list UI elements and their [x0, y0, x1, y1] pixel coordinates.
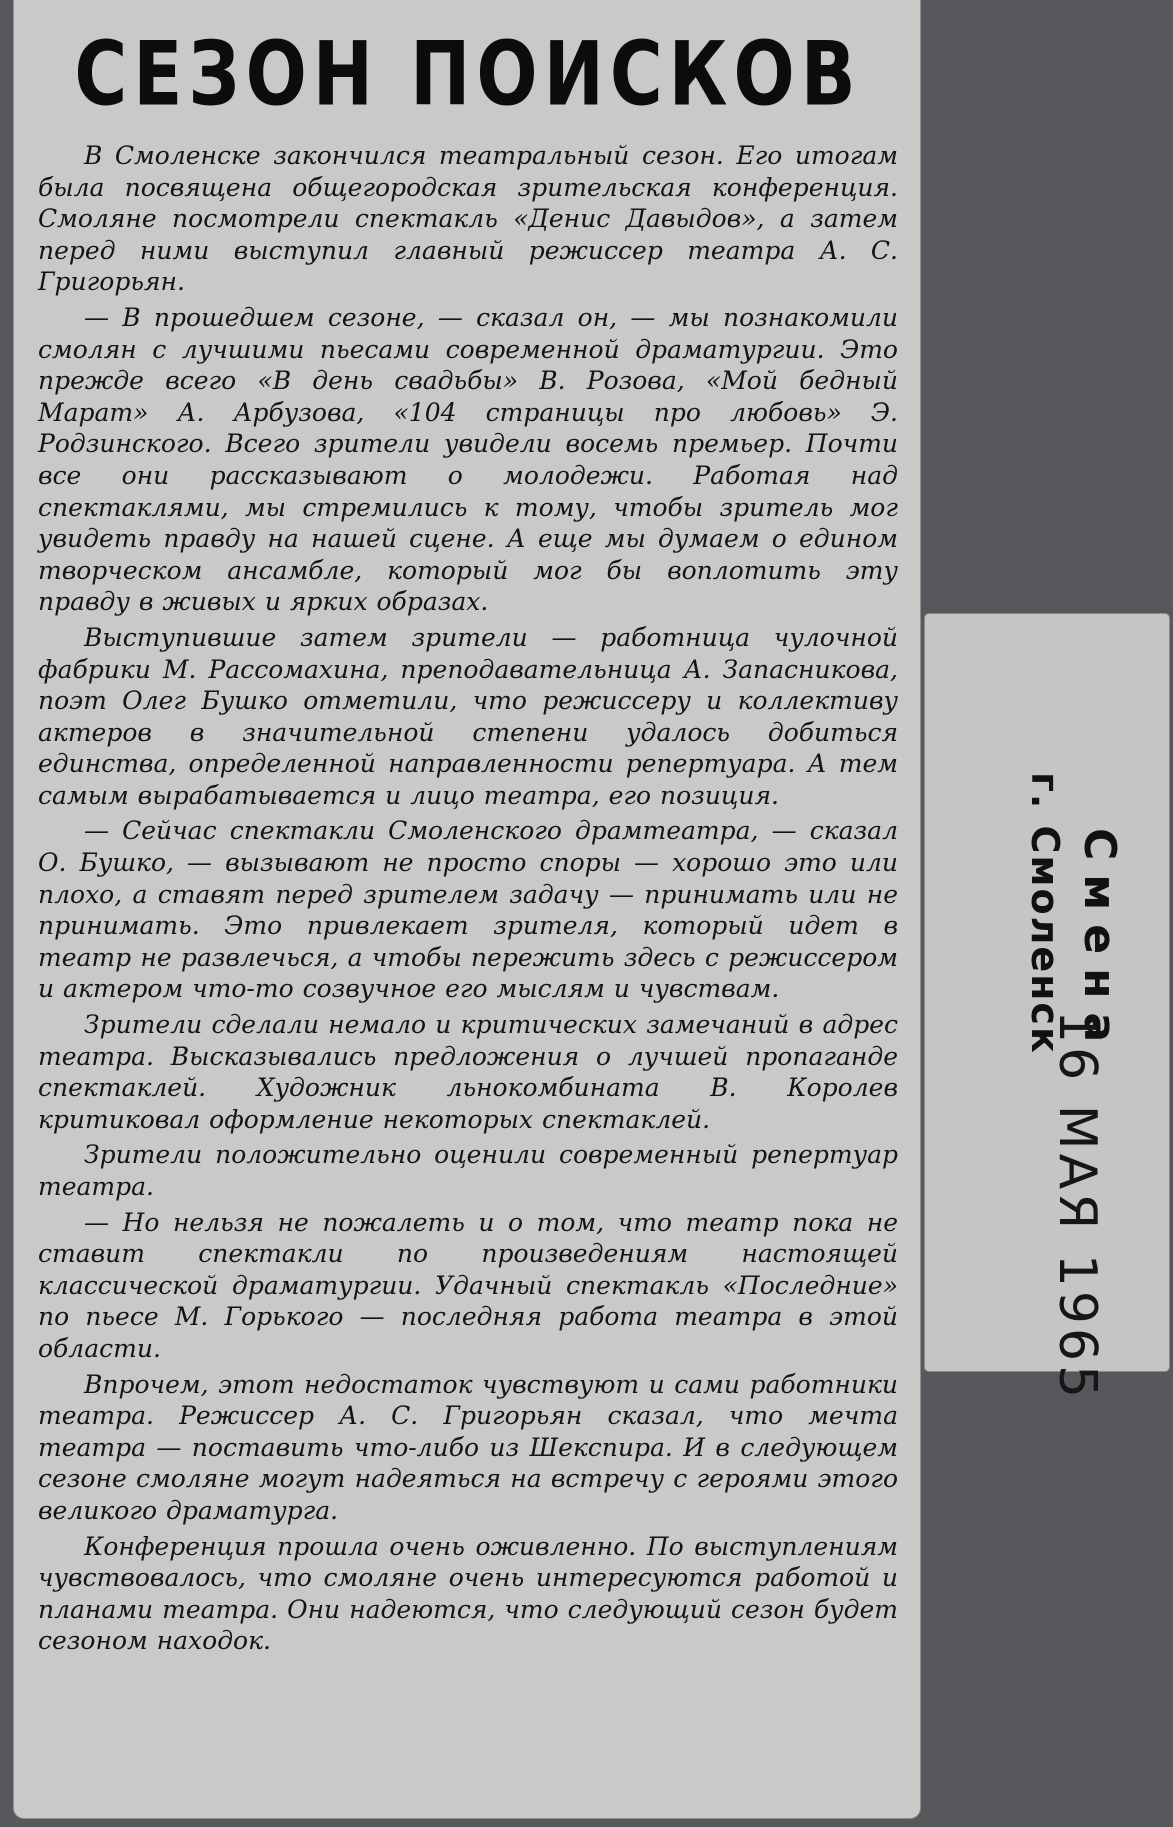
source-label [925, 614, 1169, 1403]
paragraph: Зрители сделали немало и критических замечаний в адрес театра. Высказывались предложения о лучшей пропаганде спектаклей. Художник льнокомбината В. Королев критиковал оформление некоторых спектаклей. [38, 1010, 898, 1134]
paragraph: В Смоленске закончился театральный сезон. Его итогам была посвящена общегородская зрительская конференция. Смоляне посмотрели спектакль «Денис Давыдов», а затем перед ними выступил главный режиссер театра А. С. Григорьян. [38, 141, 898, 297]
paragraph: Конференция прошла очень оживленно. По выступлениям чувствовалось, что смоляне очень интересуются работой и планами театра. Они надеются, что следующий сезон будет сезоном находок. [38, 1531, 898, 1656]
paragraph: — В прошедшем сезоне, — сказал он, — мы познакомили смолян с лучшими пьесами современной драматургии. Это прежде всего «В день свадьбы» В. Розова, «Мой бедный Марат» А. Арбузова, «104 страницы про любовь» Э. Родзинского. Всего зрители увидели восемь премьер. Почти все они рассказывают о молодежи. Работая над спектаклями, мы стремились к тому, чтобы зритель мог увидеть правду на нашей сцене. А еще мы думаем о едином творческом ансамбле, который мог бы воплотить эту правду в живых и ярких образах. [38, 302, 898, 617]
article-body [38, 140, 898, 1657]
paragraph: — Но нельзя не пожалеть и о том, что театр пока не ставит спектакли по произведениям настоящей классической драматургии. Удачный спектакль «Последние» по пьесе М. Горького — последняя работа театра в этой области. [38, 1207, 898, 1363]
city-name: г. Смоленск [1023, 772, 1067, 1055]
newspaper-name: Смена [1074, 828, 1125, 1057]
headline: СЕЗОН ПОИСКОВ [74, 22, 862, 126]
stamp-date [1047, 1010, 1107, 1402]
paragraph: Зрители положительно оценили современный репертуар театра. [38, 1140, 898, 1201]
paragraph: Выступившие затем зрители — работница чулочной фабрики М. Рассомахина, преподавательница А. Запасникова, поэт Олег Бушко отметили, что режиссеру и коллективу актеров в значительной степени удалось добиться единства, определенной направленности репертуара. А тем самым вырабатывается и лицо театра, его позиция. [38, 622, 898, 810]
newspaper-clipping [14, 0, 920, 1818]
paragraph: Впрочем, этот недостаток чувствуют и сами работники театра. Режиссер А. С. Григорьян сказал, что мечта театра — поставить что-либо из Шекспира. И в следующем сезоне смоляне могут надеяться на встречу с героями этого великого драматурга. [38, 1369, 898, 1525]
date-text: 16 МАЯ 1965 [1047, 1010, 1107, 1403]
paragraph: — Сейчас спектакли Смоленского драмтеатра, — сказал О. Бушко, — вызывают не просто споры — хорошо это или плохо, а ставят перед зрителем задачу — принимать или не принимать. Это привлекает зрителя, который идет в театр не развлечься, а чтобы пережить здесь с режиссером и актером что-то созвучное его мыслям и чувствам. [38, 816, 898, 1004]
